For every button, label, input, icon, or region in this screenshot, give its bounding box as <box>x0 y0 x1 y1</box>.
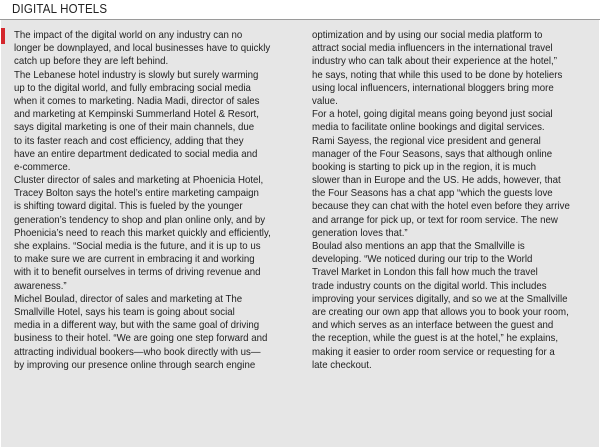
right-column-line: slower than in Europe and the US. He adds, however, that <box>312 175 561 187</box>
right-column-line: generation loves that.” <box>312 227 408 239</box>
right-column-line: he says, noting that while this used to be done by hoteliers <box>312 69 563 81</box>
page-header <box>0 0 600 20</box>
left-column-line: generation’s tendency to shop and plan online only, and by <box>14 214 266 226</box>
right-column-line: optimization and by using our social media platform to <box>312 30 543 41</box>
left-column-line: Michel Boulad, director of sales and marketing at The <box>14 293 243 305</box>
left-column-line: with it to benefit ourselves in terms of driving revenue and <box>14 267 261 279</box>
left-column-line: attracting individual bookers—who book directly with us— <box>14 346 261 358</box>
left-column-line: up to the digital world, and fully embracing social media <box>14 82 251 94</box>
left-column-line: e-commerce. <box>14 161 71 173</box>
right-column-line: Boulad also mentions an app that the Smallville is <box>312 241 525 252</box>
left-column-line: Smallville Hotel, says his team is going about social <box>14 306 235 318</box>
right-column-line: are creating our own app that allows you to book your room, <box>312 306 569 318</box>
right-column-line: developing. “We noticed during our trip to the World <box>312 254 533 266</box>
left-column-line: Tracey Bolton says the hotel’s entire marketing campaign <box>14 188 259 200</box>
right-column-line: making it easier to order room service or requesting for a <box>312 346 555 358</box>
right-column-line: industry who can talk about their experience at the hotel,” <box>312 56 557 68</box>
left-column-line: Cluster director of sales and marketing at Phoenicia Hotel, <box>14 175 264 187</box>
right-column-line: trade industry counts on the digital world. This includes <box>312 280 547 292</box>
left-column-line: awareness.” <box>14 280 67 292</box>
right-column-line: booking is starting to pick up in the region, it is much <box>312 161 536 173</box>
left-column-line: and marketing at Kempinski Summerland Hotel & Resort, <box>14 109 259 121</box>
left-column-line: to make sure we are current in embracing it and working <box>14 254 255 266</box>
accent-bar <box>1 28 5 44</box>
right-column-line: improving your services digitally, and so we at the Smallville <box>312 293 568 305</box>
right-column-line: attract social media influencers in the international travel <box>312 43 553 55</box>
left-column-line: The Lebanese hotel industry is slowly but surely warming <box>14 69 259 81</box>
left-column-line: when it comes to marketing. Nadia Madi, director of sales <box>14 95 260 107</box>
left-column-line: says digital marketing is one of their main channels, due <box>14 122 255 134</box>
left-column-line: business to their hotel. “We are going one step forward and <box>14 333 268 345</box>
left-column-line: have an entire department dedicated to social media and <box>14 148 258 160</box>
right-column-line: the Four Seasons has a chat app “which the guests love <box>312 188 553 200</box>
right-column-line: and arrange for pick up, or text for room service. The new <box>312 214 558 226</box>
left-column-line: longer be downplayed, and local businesses have to quickly <box>14 43 271 55</box>
article-column-right <box>312 29 594 372</box>
left-column-line: The impact of the digital world on any industry can no <box>14 30 243 41</box>
right-column-line: Travel Market in London this fall how much the travel <box>312 267 538 279</box>
left-column-line: by improving our presence online through search engine <box>14 359 256 371</box>
right-column-line: using local influencers, international bloggers bring more <box>312 82 554 94</box>
right-column-line: For a hotel, going digital means going beyond just social <box>312 109 553 121</box>
section-title: DIGITAL HOTELS <box>12 2 108 16</box>
right-column-line: the reception, while the guest is at the hotel,” he explains, <box>312 333 559 345</box>
right-column-line: late checkout. <box>312 359 372 371</box>
left-column-line: catch up before they are left behind. <box>14 56 169 68</box>
article-column-left <box>14 29 302 372</box>
right-column-line: manager of the Four Seasons, says that although online <box>312 148 553 160</box>
left-column-line: is shifting toward digital. This is fueled by the younger <box>14 201 243 213</box>
right-column-line: and which serves as an interface between the guest and <box>312 320 554 332</box>
left-column-line: Phoenicia’s need to reach this market quickly and efficiently, <box>14 227 271 239</box>
left-column-line: media in a different way, but with the same goal of driving <box>14 320 260 332</box>
left-column-line: she explains. “Social media is the future, and it is up to us <box>14 241 261 252</box>
right-column-line: value. <box>312 95 338 107</box>
right-column-line: because they can chat with the hotel even before they arrive <box>312 201 570 213</box>
right-column-line: media to facilitate online bookings and digital services. <box>312 122 545 134</box>
left-column-line: to its faster reach and cost efficiency, adding that they <box>14 135 244 147</box>
right-column-line: Rami Sayess, the regional vice president and general <box>312 135 541 147</box>
